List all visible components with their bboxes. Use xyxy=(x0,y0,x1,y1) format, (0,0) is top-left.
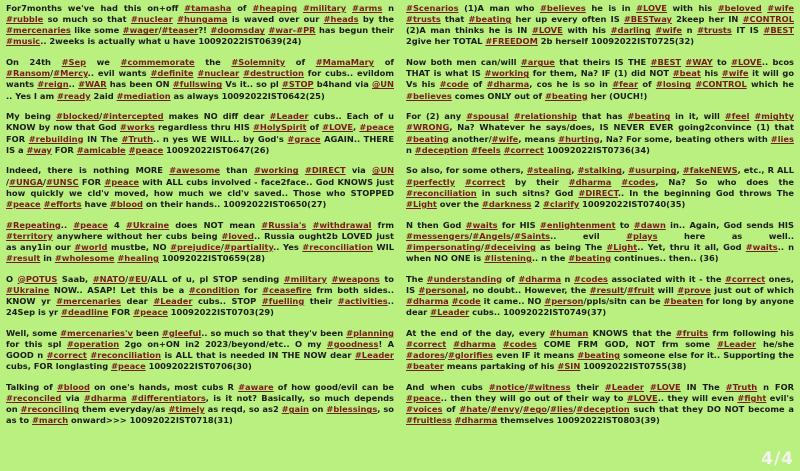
hashtag-link[interactable]: #Ukraine xyxy=(6,284,50,295)
hashtag-link[interactable]: #fruits xyxy=(675,327,709,338)
hashtag-link[interactable]: #Truth xyxy=(725,381,758,392)
hashtag-link[interactable]: #deadline xyxy=(61,307,109,318)
hashtag-link[interactable]: #teaser xyxy=(161,25,199,36)
hashtag-link[interactable]: #Truth xyxy=(121,133,154,144)
hashtag-link[interactable]: #Saints xyxy=(513,230,551,241)
hashtag-link[interactable]: #territory xyxy=(6,230,53,241)
post-paragraph: And when cubs #notice/#witness their #Leader #LOVE IN The #Truth n FOR #peace.. then they will go out of their way to #LOVE.. they will even #fight evil's #voices of #hate/#envy/#ego/#lies/#deception such that they DO NOT become a #fruitless #dharma themselves 10092022IST0803(39) xyxy=(406,381,795,426)
hashtag-link[interactable]: #definite xyxy=(150,68,194,79)
hashtag-link[interactable]: #timely xyxy=(168,404,205,415)
hashtag-link[interactable]: #Leader xyxy=(153,295,193,306)
hashtag-link[interactable]: #doomsday xyxy=(210,25,265,36)
hashtag-link[interactable]: #reign xyxy=(37,79,69,90)
hashtag-link[interactable]: #spousal xyxy=(466,111,509,122)
hashtag-link[interactable]: #EU xyxy=(128,273,148,284)
hashtag-link[interactable]: #LOVE xyxy=(649,381,681,392)
hashtag-link[interactable]: #condition xyxy=(188,284,240,295)
hashtag-link[interactable]: #music xyxy=(6,36,41,47)
post-paragraph: Talking of #blood on one's hands, most cubs R #aware of how good/evil can be #reconciled via #dharma #differentiators, is it not? Basically, so much depends on #reconciling them everyday/as #timely as reqd, so as2 #gain on #blessings, so as to #march onward>>> 10092022IST0718(31) xyxy=(6,381,395,426)
hashtag-link[interactable]: #loved xyxy=(221,230,254,241)
hashtag-link[interactable]: #notice xyxy=(488,381,525,392)
post-paragraph: At the end of the day, every #human KNOWS that the #fruits frm following his #correct #dharma #codes COME FRM GOD, NOT frm some #Leader he/she #adores/#glorifies even IF it means #beating someone else for it.. Supporting the #beater means partaking of his #SIN 10092022IST0755(38) xyxy=(406,327,794,372)
hashtag-link[interactable]: #human xyxy=(549,327,589,338)
hashtag-link[interactable]: #clarify xyxy=(542,198,580,209)
hashtag-link[interactable]: #LOVE xyxy=(626,393,658,404)
hashtag-link[interactable]: #fakeNEWS xyxy=(682,165,738,176)
hashtag-link[interactable]: #beating xyxy=(406,133,449,144)
hashtag-link[interactable]: #plays xyxy=(626,230,658,241)
hashtag-link[interactable]: #fruitless xyxy=(406,415,452,426)
hashtag-link[interactable]: #Light xyxy=(406,198,437,209)
hashtag-link[interactable]: #partiality xyxy=(223,241,274,252)
left-column xyxy=(6,3,394,436)
hashtag-link[interactable]: #Angels xyxy=(472,230,511,241)
hashtag-link[interactable]: #fuelling xyxy=(261,295,305,306)
hashtag-link[interactable]: #operation xyxy=(66,338,120,349)
post-paragraph: #Repeating.. #peace 4 #Ukraine does NOT mean #Russia's #withdrawal frm #territory anywhere without her cubs being #loved.. Russia ought2b LOVED just as any1in our #world mustbe, NO #prejudice/#partiality.. Yes #reconciliation WIL #result in #wholesome #healing 10092022IST0659(28) xyxy=(6,219,394,263)
hashtag-link[interactable]: #envy xyxy=(490,404,520,415)
post-paragraph: For (2) any #spousal #relationship that has #beating in it, will #feel #mighty #WRONG, Na? Whatever he says/does, IS NEVER EVER going2convince (1) that #beating another/#wife, means #hurting, Na? For some, beating others with #lies n #deception #feels #correct 10092022IST0736(34) xyxy=(406,111,794,155)
hashtag-link[interactable]: #FREEDOM xyxy=(485,36,538,47)
hashtag-link[interactable]: #Leader xyxy=(430,307,470,318)
hashtag-link[interactable]: #feels xyxy=(471,144,501,155)
hashtag-link[interactable]: #peace xyxy=(111,361,146,372)
hashtag-link[interactable]: #enlightenment xyxy=(539,219,616,230)
hashtag-link[interactable]: #stealing xyxy=(526,165,572,176)
post-paragraph: O @POTUS Saab, #NATO/#EU/ALL of u, pl STOP sending #military #weapons to #Ukraine NOW.. ASAP! Let this be a #condition for #ceasefire frm both sides.. KNOW yr #mercenaries dear #Leader cubs.. STOP #fuelling their #activities.. 24Sep is yr #deadline FOR #peace 10092022IST0703(29) xyxy=(6,273,394,318)
hashtag-link[interactable]: #impersonating xyxy=(406,241,481,252)
hashtag-link[interactable]: #feel xyxy=(724,111,750,122)
hashtag-link[interactable]: #gleeful xyxy=(161,327,202,338)
post-paragraph: Now both men can/will #argue that theirs IS THE #BEST #WAY to #LOVE.. bcos THAT is what IS #working for them, Na? IF (1) did NOT #beat his #wife it will go Vs his #code of #dharma, cos he is so in #fear of #losing #CONTROL which he #believes comes ONLY out of #beating her (OUCH!) xyxy=(406,57,795,101)
hashtag-link[interactable]: #PR xyxy=(296,25,316,36)
hashtag-link[interactable]: #WRONG xyxy=(406,122,450,133)
hashtag-link[interactable]: #personal xyxy=(418,284,466,295)
hashtag-link[interactable]: #deception xyxy=(576,404,630,415)
hashtag-link[interactable]: #argue xyxy=(520,57,555,68)
hashtag-link[interactable]: #tamasha xyxy=(184,3,232,13)
hashtag-link[interactable]: #awesome xyxy=(169,165,220,176)
hashtag-link[interactable]: #STOP xyxy=(281,79,314,90)
hashtag-link[interactable]: #perfectly xyxy=(406,176,455,187)
hashtag-link[interactable]: #dharma xyxy=(454,415,498,426)
hashtag-link[interactable]: #voices xyxy=(406,404,443,415)
hashtag-link[interactable]: #peace xyxy=(104,176,139,187)
hashtag-link[interactable]: #ceasefire xyxy=(262,284,312,295)
hashtag-link[interactable]: #blessings xyxy=(326,404,378,415)
hashtag-link[interactable]: #codes xyxy=(621,176,656,187)
hashtag-link[interactable]: #beating xyxy=(468,14,512,25)
hashtag-link[interactable]: #fear xyxy=(612,79,639,90)
hashtag-link[interactable]: #NATO xyxy=(92,273,126,284)
post-paragraph: #Scenarios (1)A man who #believes he is in #LOVE with his #beloved #wife #trusts that #beating her up every often IS #BESTway 2keep her IN #CONTROL (2)A man thinks he is IN #LOVE with his #darling #wife n #trusts IT IS #BEST 2give her TOTAL #FREEDOM 2b herself 10092022IST0725(32) xyxy=(406,3,794,47)
hashtag-link[interactable]: #reconciliation xyxy=(406,187,477,198)
hashtag-link[interactable]: #WAR xyxy=(78,79,107,90)
hashtag-link[interactable]: #trusts xyxy=(697,25,732,36)
hashtag-link[interactable]: #WAY xyxy=(685,57,713,68)
hashtag-link[interactable]: #CONTROL xyxy=(742,14,794,25)
hashtag-link[interactable]: #ego xyxy=(522,404,547,415)
hashtag-link[interactable]: #waits xyxy=(745,241,778,252)
hashtag-link[interactable]: #adores xyxy=(406,350,445,361)
hashtag-link[interactable]: #codes xyxy=(502,338,537,349)
hashtag-link[interactable]: #correct xyxy=(503,144,544,155)
hashtag-link[interactable]: #world xyxy=(74,241,108,252)
hashtag-link[interactable]: #LOVE xyxy=(636,3,667,13)
hashtag-link[interactable]: #glorifies xyxy=(447,350,493,361)
hashtag-link[interactable]: #UNGA xyxy=(9,176,43,187)
hashtag-link[interactable]: #wife xyxy=(767,3,794,13)
hashtag-link[interactable]: #dharma xyxy=(406,295,449,306)
hashtag-link[interactable]: #beat xyxy=(672,68,701,79)
hashtag-link[interactable]: #usurping xyxy=(628,165,677,176)
hashtag-link[interactable]: #result xyxy=(6,252,41,263)
hashtag-link[interactable]: #nuclear xyxy=(130,14,173,25)
hashtag-link[interactable]: #mercenaries xyxy=(6,25,71,36)
hashtag-link[interactable]: #working xyxy=(484,68,530,79)
hashtag-link[interactable]: #blocked xyxy=(55,111,100,122)
post-paragraph: N then God #waits for HIS #enlightenment to #dawn in.. Again, God sends HIS #messengers/#Angels/#Saints.. evil #plays here as well.. #impersonating/#deceiving as being The #Light.. Yet, thru it all, God #waits.. n when NO ONE is #listening.. n the #beating continues.. then.. (36) xyxy=(406,219,794,263)
hashtag-link[interactable]: #gain xyxy=(281,404,309,415)
hashtag-link[interactable]: #Leader xyxy=(269,111,309,122)
hashtag-link[interactable]: #amicable xyxy=(76,144,126,155)
hashtag-link[interactable]: #beaten xyxy=(663,295,704,306)
post-paragraph: The #understanding of #dharma n #codes associated with it - the #correct ones, IS #personal, no doubt.. However, the #result/#fruit will #prove just out of which #dharma #code it came.. NO #person/ppls/sitn can be #beaten for long by anyone dear #Leader cubs.. 10092022IST0749(37) xyxy=(406,273,794,318)
hashtag-link[interactable]: #Repeating xyxy=(6,219,61,230)
hashtag-link[interactable]: #witness xyxy=(527,381,571,392)
hashtag-link[interactable]: #dharma xyxy=(486,79,530,90)
hashtag-link[interactable]: #Scenarios xyxy=(406,3,459,13)
hashtag-link[interactable]: #peace xyxy=(359,122,394,133)
hashtag-link[interactable]: #grace xyxy=(287,133,321,144)
hashtag-link[interactable]: #beating xyxy=(627,111,671,122)
hashtag-link[interactable]: #prejudice xyxy=(170,241,221,252)
post-paragraph: So also, for some others, #stealing, #stalking, #usurping, #fakeNEWS, etc., R ALL #perfectly #correct by their #dharma #codes, Na? So who does the #reconciliation in such sitns? God #DIRECT.. In the beginning God throws The #Light over the #darkness 2 #clarify 10092022IST0740(35) xyxy=(406,165,795,209)
hashtag-link[interactable]: #believes xyxy=(539,3,586,13)
hashtag-link[interactable]: #peace xyxy=(73,219,108,230)
hashtag-link[interactable]: #stalking xyxy=(577,165,622,176)
hashtag-link[interactable]: #code xyxy=(451,295,481,306)
hashtag-link[interactable]: #LOVE xyxy=(322,122,353,133)
hashtag-link[interactable]: #losing xyxy=(655,79,692,90)
hashtag-link[interactable]: #nuclear xyxy=(197,68,240,79)
post-paragraph: My being #blocked/#intercepted makes NO diff dear #Leader cubs.. Each of u KNOW by now that God #works regardless thru HIS #HolySpirit of #LOVE, #peace FOR #rebuilding IN The #Truth.. n yes WE WILL.. by God's #grace AGAIN.. THERE IS a #way FOR #amicable #peace 10092022IST0647(26) xyxy=(6,111,395,155)
hashtag-link[interactable]: #Sep xyxy=(61,57,87,68)
hashtag-link[interactable]: #reconciling xyxy=(20,404,80,415)
hashtag-link[interactable]: #waits xyxy=(465,219,498,230)
hashtag-link[interactable]: #wife xyxy=(491,133,519,144)
hashtag-link[interactable]: #heads xyxy=(323,14,359,25)
hashtag-link[interactable]: #mighty xyxy=(754,111,794,122)
hashtag-link[interactable]: #fullswing xyxy=(172,79,223,90)
hashtag-link[interactable]: #Light xyxy=(606,241,638,252)
hashtag-link[interactable]: #HolySpirit xyxy=(252,122,307,133)
hashtag-link[interactable]: #wager xyxy=(122,25,159,36)
hashtag-link[interactable]: #arms xyxy=(352,3,383,13)
hashtag-link[interactable]: #dharma xyxy=(518,273,562,284)
hashtag-link[interactable]: #blood xyxy=(56,381,90,392)
hashtag-link[interactable]: #blood xyxy=(109,198,143,209)
hashtag-link[interactable]: #hate xyxy=(459,404,488,415)
hashtag-link[interactable]: #withdrawal xyxy=(312,219,372,230)
hashtag-link[interactable]: #listening xyxy=(484,252,532,263)
hashtag-link[interactable]: #LOVE xyxy=(731,57,762,68)
hashtag-link[interactable]: #beater xyxy=(406,361,444,372)
hashtag-link[interactable]: #peace xyxy=(406,393,441,404)
post-paragraph: Indeed, there is nothing MORE #awesome than #working #DIRECT via @UN /#UNGA/#UNSC FOR #peace with ALL cubs involved - face2face.. God KNOWS just how quickly we cld'v moved, how much we cld'v saved.. Those who STOPPED #peace #efforts have #blood on their hands.. 10092022IST0650(27) xyxy=(6,165,395,209)
hashtag-link[interactable]: #deception xyxy=(414,144,469,155)
hashtag-link[interactable]: #LOVE xyxy=(531,25,563,36)
hashtag-link[interactable]: #understanding xyxy=(426,273,503,284)
hashtag-link[interactable]: #peace xyxy=(6,198,41,209)
hashtag-link[interactable]: #deceiving xyxy=(483,241,536,252)
hashtag-link[interactable]: #Ransom xyxy=(6,68,51,79)
hashtag-link[interactable]: #Leader xyxy=(716,338,757,349)
hashtag-link[interactable]: #beating xyxy=(568,252,612,263)
hashtag-link[interactable]: #result xyxy=(589,284,624,295)
hashtag-link[interactable]: #prove xyxy=(677,284,711,295)
hashtag-link[interactable]: #person xyxy=(544,295,584,306)
hashtag-link[interactable]: #codes xyxy=(573,273,608,284)
hashtag-link[interactable]: #correct xyxy=(464,176,506,187)
post-paragraph: For7months we've had this on+off #tamasha of #heaping #military #arms n #rubble so much so that #nuclear #hungama is waved over our #heads by the #mercenaries like some #wager/#teaser?! #doomsday #war-#PR has begun their #music.. 2weeks is actually what u have 10092022IST0639(24) xyxy=(6,3,395,47)
hashtag-link[interactable]: #mediation xyxy=(116,90,171,101)
hashtag-link[interactable]: #intercepted xyxy=(102,111,164,122)
hashtag-link[interactable]: #messengers xyxy=(406,230,470,241)
hashtag-link[interactable]: #correct xyxy=(406,338,447,349)
hashtag-link[interactable]: #Solemnity xyxy=(231,57,286,68)
hashtag-link[interactable]: #MamaMary xyxy=(315,57,375,68)
hashtag-link[interactable]: #darkness xyxy=(481,198,532,209)
hashtag-link[interactable]: #SIN xyxy=(557,361,581,372)
hashtag-link[interactable]: #heaping xyxy=(252,3,298,13)
hashtag-link[interactable]: #Mercy xyxy=(53,68,88,79)
hashtag-link[interactable]: #lies xyxy=(550,404,574,415)
hashtag-link[interactable]: #rebuilding xyxy=(28,133,84,144)
hashtag-link[interactable]: #dharma xyxy=(453,338,496,349)
post-paragraph: On 24th #Sep we #commemorate the #Solemnity of #MamaMary of #Ransom/#Mercy.. evil wants #definite #nuclear #destruction for cubs.. evildom wants #reign.. #WAR has been ON #fullswing Vs it.. so pl #STOP b4hand via @UN .. Yes I am #ready 2aid #mediation as always 10092022IST0642(25) xyxy=(6,57,395,101)
hashtag-link[interactable]: #beloved xyxy=(717,3,762,13)
hashtag-link[interactable]: #BEST xyxy=(650,57,682,68)
hashtag-link[interactable]: #DIRECT xyxy=(578,187,618,198)
hashtag-link[interactable]: #code xyxy=(439,79,469,90)
hashtag-link[interactable]: #beating xyxy=(577,350,621,361)
hashtag-link[interactable]: #military xyxy=(283,273,327,284)
hashtag-link[interactable]: #UNSC xyxy=(45,176,79,187)
hashtag-link[interactable]: #ready xyxy=(57,90,91,101)
hashtag-link[interactable]: #Leader xyxy=(354,350,394,361)
hashtag-link[interactable]: #goodness xyxy=(326,338,379,349)
hashtag-link[interactable]: #believes xyxy=(406,90,452,101)
hashtag-link[interactable]: #mercenaries xyxy=(56,295,121,306)
hashtag-link[interactable]: #reconciled xyxy=(6,393,62,404)
hashtag-link[interactable]: #correct xyxy=(724,273,766,284)
hashtag-link[interactable]: #weapons xyxy=(331,273,380,284)
hashtag-link[interactable]: #healing xyxy=(117,252,159,263)
hashtag-link[interactable]: #works xyxy=(119,122,155,133)
hashtag-link[interactable]: #activities xyxy=(337,295,388,306)
hashtag-link[interactable]: #wife xyxy=(721,68,749,79)
hashtag-link[interactable]: @POTUS xyxy=(17,273,58,284)
hashtag-link[interactable]: @UN xyxy=(372,165,395,176)
hashtag-link[interactable]: #beating xyxy=(544,90,588,101)
hashtag-link[interactable]: #peace xyxy=(133,307,168,318)
hashtag-link[interactable]: #trusts xyxy=(406,14,441,25)
hashtag-link[interactable]: #aware xyxy=(238,381,274,392)
hashtag-link[interactable]: #dawn xyxy=(633,219,666,230)
page-indicator: 4/4 xyxy=(761,449,794,469)
hashtag-link[interactable]: #rubble xyxy=(6,14,44,25)
hashtag-link[interactable]: #war- xyxy=(268,25,297,36)
hashtag-link[interactable]: #hurting xyxy=(558,133,600,144)
hashtag-link[interactable]: #peace xyxy=(128,144,164,155)
hashtag-link[interactable]: #correct xyxy=(46,350,87,361)
hashtag-link[interactable]: #commemorate xyxy=(120,57,195,68)
hashtag-link[interactable]: #relationship xyxy=(513,111,577,122)
hashtag-link[interactable]: #destruction xyxy=(243,68,304,79)
hashtag-link[interactable]: #dharma xyxy=(568,176,612,187)
hashtag-link[interactable]: #mercenaries'v xyxy=(60,327,133,338)
hashtag-link[interactable]: #reconciliation xyxy=(302,241,373,252)
hashtag-link[interactable]: #lies xyxy=(770,133,794,144)
hashtag-link[interactable]: #fight xyxy=(737,393,767,404)
hashtag-link[interactable]: #march xyxy=(31,415,69,426)
hashtag-link[interactable]: #darling xyxy=(610,25,651,36)
post-paragraph: Well, some #mercenaries'v been #gleeful.. so much so that they'v been #planning for this spl #operation 2go on+ON in2 2023/beyond/etc.. O my #goodness! A GOOD n #correct #reconciliation is ALL that is needed IN THE NOW dear #Leader cubs, FOR longlasting #peace 10092022IST0706(30) xyxy=(6,327,394,372)
right-column xyxy=(406,3,794,436)
hashtag-link[interactable]: #efforts xyxy=(43,198,82,209)
hashtag-link[interactable]: @UN xyxy=(372,79,394,90)
hashtag-link[interactable]: #CONTROL xyxy=(695,79,747,90)
hashtag-link[interactable]: #Leader xyxy=(604,381,644,392)
hashtag-link[interactable]: #working xyxy=(253,165,299,176)
hashtag-link[interactable]: #BEST xyxy=(763,25,794,36)
hashtag-link[interactable]: #BESTway xyxy=(623,14,672,25)
hashtag-link[interactable]: #wholesome xyxy=(54,252,115,263)
hashtag-link[interactable]: #dharma xyxy=(83,393,127,404)
hashtag-link[interactable]: #differentiators xyxy=(130,393,206,404)
hashtag-link[interactable]: #reconciliation xyxy=(90,350,161,361)
hashtag-link[interactable]: #hungama xyxy=(177,14,228,25)
hashtag-link[interactable]: #planning xyxy=(346,327,394,338)
hashtag-link[interactable]: #way xyxy=(26,144,52,155)
hashtag-link[interactable]: #fruit xyxy=(626,284,655,295)
hashtag-link[interactable]: #wife xyxy=(655,25,682,36)
hashtag-link[interactable]: #military xyxy=(302,3,347,13)
hashtag-link[interactable]: #Ukraine xyxy=(125,219,170,230)
hashtag-link[interactable]: #Russia's xyxy=(261,219,307,230)
hashtag-link[interactable]: #DIRECT xyxy=(304,165,346,176)
